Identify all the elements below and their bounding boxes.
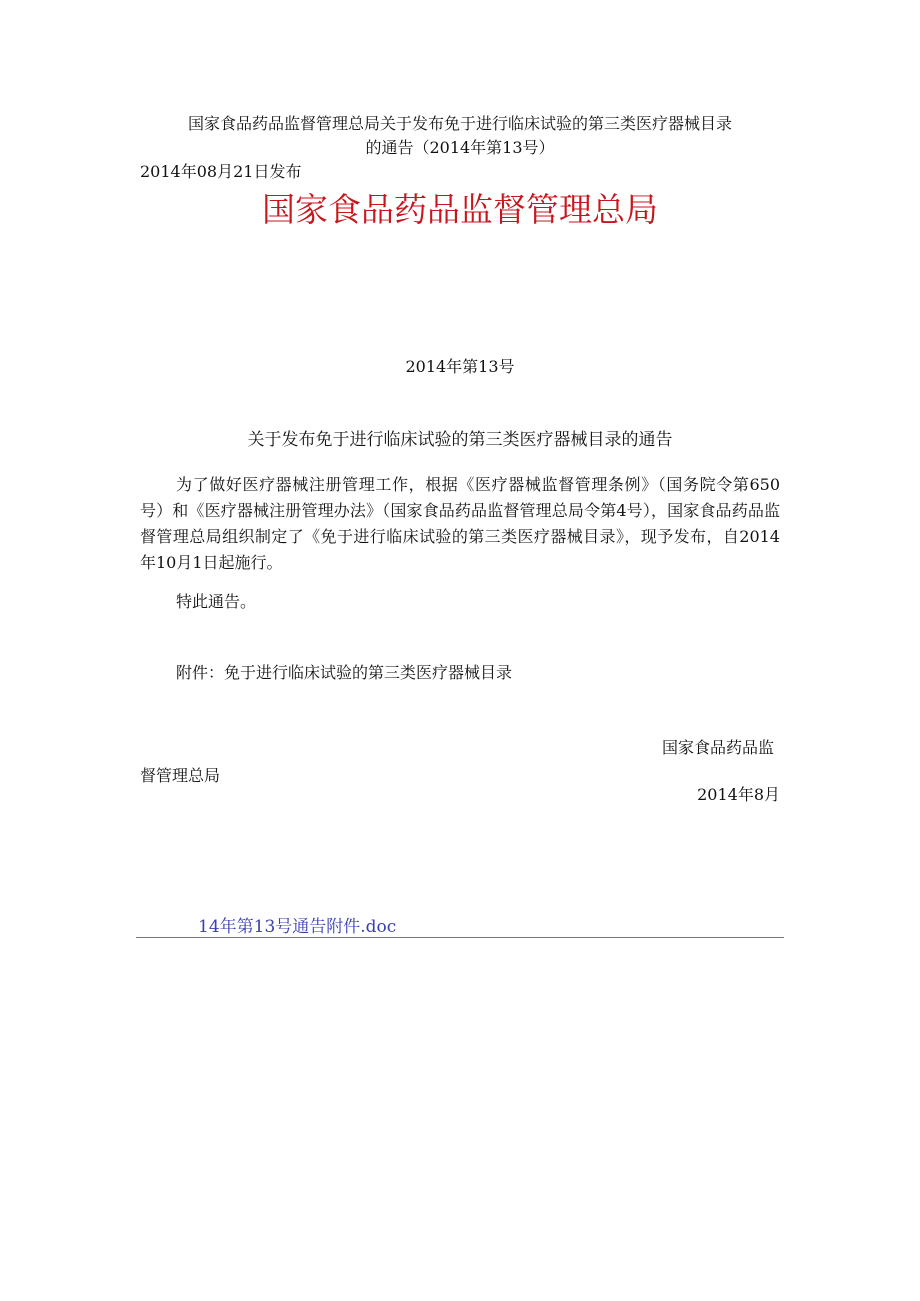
- attachment-download-link[interactable]: 14年第13号通告附件.doc: [198, 917, 397, 937]
- notice-body-paragraph: 为了做好医疗器械注册管理工作，根据《医疗器械监督管理条例》（国务院令第650号）和《医疗器械注册管理办法》（国家食品药品监督管理总局令第4号），国家食品药品监督管理总局组织制定了《免于进行临床试验的第三类医疗器械目录》，现予发布，自2014年10月1日起施行。: [140, 475, 780, 572]
- document-title-line-1: 国家食品药品监督管理总局关于发布免于进行临床试验的第三类医疗器械目录: [187, 114, 732, 133]
- signature-agency: 国家食品药品监督管理总局: [140, 738, 775, 785]
- document-title: [150, 112, 770, 160]
- closing-statement: 特此通告。: [176, 592, 257, 611]
- attachment-note: 附件：免于进行临床试验的第三类医疗器械目录: [176, 663, 513, 682]
- document-title-line-2: 的通告（2014年第13号）: [365, 138, 555, 157]
- publish-date: 2014年08月21日发布: [140, 162, 302, 181]
- agency-red-header: 国家食品药品监督管理总局: [262, 190, 658, 229]
- horizontal-divider: [136, 937, 784, 938]
- signature-date: 2014年8月: [697, 785, 780, 804]
- document-number: 2014年第13号: [405, 357, 515, 376]
- notice-heading: 关于发布免于进行临床试验的第三类医疗器械目录的通告: [247, 430, 673, 450]
